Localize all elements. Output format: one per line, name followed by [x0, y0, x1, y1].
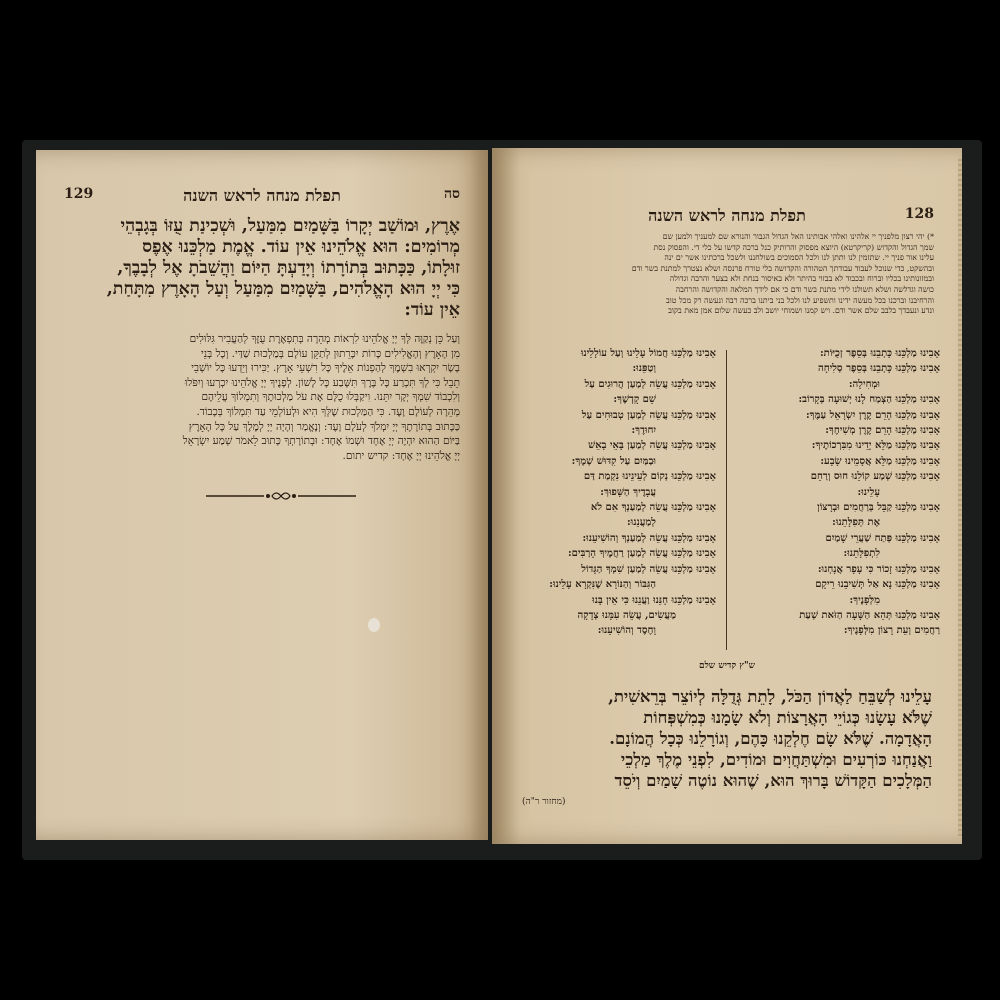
text-line: אָבִינוּ מַלְכֵּנוּ נָא אַל תְּשִׁיבֵנוּ רֵיקָם [815, 579, 940, 591]
text-line: וְעַל כֵּן נְקַוֶּה לְּךָ יְיָ אֱלֹהֵינוּ לִרְאוֹת מְהֵרָה בְּתִפְאֶרֶת עֻזֶּךָ לְהַעֲבִיר גִּלּוּלִים [189, 333, 460, 345]
text-line: ונדע ונעבדך בלבב שלם אשר ודם. ויש קמנו ושמוחי יושב ולב כעשה שלום אמן מאת בקוב [668, 306, 934, 316]
text-line: זוּלָתוֹ, כַּכָּתוּב בְּתוֹרָתוֹ וְיָדַעְתָּ הַיּוֹם וַהֲשֵׁבֹתָ אֶל לְבָבֶךָ, [117, 258, 460, 278]
text-line: ובמזונותינו בכליו וברוח ובכבוד לא בבזוי בהיתר ולא באיסור בנחת ולא בצער והרבה וגדולה [669, 274, 934, 284]
text-line: בַּיּוֹם הַהוּא יִהְיֶה יְיָ אֶחָד וּשְׁמוֹ אֶחָד: וּבְתוֹרָתְךָ כָּתוּב לֵאמֹר שְׁמַע יִשְׂרָאֵל [182, 435, 460, 448]
text-line: אָבִינוּ מַלְכֵּנוּ עֲשֵׂה לְמַעַנְךָ וְהוֹשִׁיעֵנוּ: [582, 532, 716, 544]
text-line: והרחיבנו וברכנו בכל מעשה ידינו ותשפיע לנו ולכל בני ביתנו ברכה רבה ונעשה רק מכל טוב [666, 295, 934, 305]
avinu-malkeinu-columns [514, 346, 940, 646]
text-line: אָבִינוּ מַלְכֵּנוּ כָּתְבֵנוּ בְּסֵפֶר זְכֻיּוֹת: [819, 348, 940, 359]
text-line: שמך הגדול והקדוש (קריקרטא) היוצא מפסוק והרותיק כנל ברכה קדשו על כלי די. והפסוק נסת [653, 242, 934, 252]
text-line: לִתְפִלָּתֵנוּ: [843, 548, 880, 560]
text-line: עֲבָדֶיךָ הַשָּׁפוּךְ: [600, 486, 656, 498]
text-line: כושה וגדלשה ושלא תשולנו לידי מתנת בשר ודם כי אם לידך המלאה והקדושה והרחבה [675, 284, 934, 294]
footnote-text [520, 232, 934, 317]
text-line: בָשָׂר יִקְרְאוּ בִשְׁמֶךָ לְהַפְנוֹת אֵלֶיךָ כָּל רִשְׁעֵי אָרֶץ. יַכִּירוּ וְיֵדְעוּ כָּל יוֹשְׁבֵי [191, 362, 460, 375]
text-line: תֵבֵל כִּי לְךָ תִּכְרַע כָּל בֶּרֶךְ תִּשָּׁבַע כָּל לָשׁוֹן. לְפָנֶיךָ יְיָ אֱלֹהֵינוּ יִכְרְעוּ וְיִפֹּלוּ [184, 376, 460, 389]
text-line: אָבִינוּ מַלְכֵּנוּ כָּתְבֵנוּ בְּסֵפֶר סְלִיחָה [817, 363, 940, 375]
left-page [36, 150, 488, 840]
paper-stain [368, 618, 380, 632]
text-line: אֶרֶץ, וּמוֹשַׁב יְקָרוֹ בַּשָּׁמַיִם מִמַּעַל, וּשְׁכִינַת עֻזּוֹ בְּגָבְהֵי [120, 216, 460, 236]
text-line: וְטַפֵּנוּ: [632, 363, 656, 375]
left-page-header [64, 186, 460, 210]
aleinu-text [518, 686, 932, 791]
text-line: אָבִינוּ מַלְכֵּנוּ עֲשֵׂה לְמַעַן הֲרוּגִים עַל [584, 378, 716, 390]
text-line: עָלֵינוּ לְשַׁבֵּחַ לַאֲדוֹן הַכֹּל, לָתֵת גְּדֻלָּה לְיוֹצֵר בְּרֵאשִׁית, [608, 687, 932, 706]
text-line: יְיָ אֱלֹהֵינוּ יְיָ אֶחָד: קדיש יתום. [342, 449, 460, 462]
column-left [514, 346, 716, 639]
text-line: וְלִכְבוֹד שִׁמְךָ יְקָר יִתֵּנוּ. וִיקַבְּלוּ כֻלָּם אֶת עֹל מַלְכוּתֶךָ וְתִמְלוֹךְ עֲלֵיהֶם [201, 391, 460, 404]
text-line: רַחֲמִים וְעֵת רָצוֹן מִלְּפָנֶיךָ: [843, 625, 940, 637]
right-page-title: תפלת מנחה לראש השנה [648, 206, 806, 225]
left-page-number: 129 [64, 186, 94, 202]
kaddish-caption: ש"ץ קדיש שלם [698, 661, 756, 671]
text-line: וַאֲנַחְנוּ כּוֹרְעִים וּמִשְׁתַּחֲוִים וּמוֹדִים, לִפְנֵי מֶלֶךְ מַלְכֵי [620, 750, 932, 769]
text-line: עָלֵינוּ: [857, 486, 880, 498]
column-right [738, 346, 940, 639]
text-line: אָבִינוּ מַלְכֵּנוּ עֲשֵׂה לְמַעַן רַחֲמֶיךָ הָרַבִּים: [567, 548, 716, 560]
left-main-text [64, 216, 460, 321]
text-line: אָבִינוּ מַלְכֵּנוּ זָכוֹר כִּי עָפָר אֲנָחְנוּ: [817, 563, 940, 575]
text-line: אָבִינוּ מַלְכֵּנוּ עֲשֵׂה לְמַעַנְךָ אִם לֹא [590, 502, 716, 514]
text-line: וָחֶסֶד וְהוֹשִׁיעֵנוּ: [597, 625, 656, 637]
text-line: אָבִינוּ מַלְכֵּנוּ תְּהֵא הַשָּׁעָה הַזֹּאת שְׁעַת [799, 609, 940, 621]
text-line: אָבִינוּ מַלְכֵּנוּ הַצְמַח לָנוּ יְשׁוּעָה בְּקָרוֹב: [798, 394, 940, 406]
text-line: מִלְּפָנֶיךָ: [849, 594, 880, 606]
text-line: מַעֲשִׂים, עֲשֵׂה עִמָּנוּ צְדָקָה [577, 609, 676, 621]
text-line: אָבִינוּ מַלְכֵּנוּ עֲשֵׂה לְמַעַן בָּאֵי בָאֵשׁ [588, 440, 716, 452]
text-line: וּבַמַּיִם עַל קִדּוּשׁ שְׁמֶךָ: [571, 455, 656, 467]
text-line: וּמְחִילָה: [848, 378, 880, 390]
text-line: מְהֵרָה לְעוֹלָם וָעֶד. כִּי הַמַּלְכוּת שֶׁלְּךָ הִיא וּלְעוֹלְמֵי עַד תִּמְלוֹךְ בְּכָבוֹד. [196, 405, 460, 418]
ornament-divider [206, 490, 356, 502]
page-edges [958, 156, 962, 836]
text-line: אָבִינוּ מַלְכֵּנוּ חָנֵּנוּ וַעֲנֵנוּ כִּי אֵין בָּנוּ [592, 594, 716, 606]
text-line: אֵין עוֹד: [404, 300, 460, 320]
right-page-number: 128 [904, 206, 934, 222]
text-line: כִּי יְיָ הוּא הָאֱלֹהִים, בַּשָּׁמַיִם מִמַּעַל וְעַל הָאָרֶץ מִתָּחַת, [106, 279, 460, 299]
text-line: אָבִינוּ מַלְכֵּנוּ מַלֵּא יָדֵינוּ מִבִּרְכוֹתֶיךָ: [811, 440, 940, 452]
text-line: אָבִינוּ מַלְכֵּנוּ עֲשֵׂה לְמַעַן טְבוּחִים עַל [581, 409, 716, 421]
text-line: ובהשקט, כדי שנוכל לעבוד עבודתך הטהורה והקדושה בלי טורח פרנסה ושלא נצטרך למתנת בשר ודם [631, 263, 934, 273]
column-divider [726, 350, 727, 650]
text-line: אָבִינוּ מַלְכֵּנוּ קַבֵּל בְּרַחֲמִים וּבְרָצוֹן [817, 502, 940, 514]
text-line: אָבִינוּ מַלְכֵּנוּ הָרֵם קֶרֶן יִשְׂרָאֵל עַמֶּךָ: [805, 409, 940, 421]
text-line: הַמְּלָכִים הַקָּדוֹשׁ בָּרוּךְ הוּא, שֶׁהוּא נוֹטֶה שָׁמַיִם וְיֹסֵד [614, 771, 932, 790]
text-line: אָבִינוּ מַלְכֵּנוּ פְּתַח שַׁעֲרֵי שָׁמַיִם [825, 532, 940, 544]
left-page-hebrew-number: סה [443, 186, 460, 202]
text-line: הַגִּבּוֹר וְהַנּוֹרָא שֶׁנִּקְרָא עָלֵינוּ: [549, 579, 656, 591]
text-line: מְרוֹמִים: הוּא אֱלֹהֵינוּ אֵין עוֹד. אֱמֶת מַלְכֵּנוּ אֶפֶס [142, 237, 460, 257]
left-page-title: תפלת מנחה לראש השנה [183, 186, 341, 205]
page-footer: (מחזור ר"ה) [522, 797, 566, 807]
text-line: אֶת תְּפִלָּתֵנוּ: [832, 517, 880, 529]
text-line: אָבִינוּ מַלְכֵּנוּ הָרֵם קֶרֶן מְשִׁיחֶךָ: [825, 425, 940, 437]
right-page [492, 148, 962, 844]
left-prayer-text [64, 332, 460, 463]
text-line: אָבִינוּ מַלְכֵּנוּ נְקוֹם לְעֵינֵינוּ נִקְמַת דַּם [583, 471, 716, 483]
text-line: שֶׁלֹּא עָשָׂנוּ כְּגוֹיֵי הָאֲרָצוֹת וְלֹא שָׂמָנוּ כְּמִשְׁפְּחוֹת [643, 708, 932, 727]
text-line: מִן הָאָרֶץ וְהָאֱלִילִים כָּרוֹת יִכָּרֵתוּן לְתַקֵּן עוֹלָם בְּמַלְכוּת שַׁדַּי. וְכָל בְּנֵי [201, 347, 460, 360]
right-page-header [520, 206, 934, 230]
text-line: לְמַעֲנֵנוּ: [626, 517, 656, 529]
text-line: אָבִינוּ מַלְכֵּנוּ עֲשֵׂה לְמַעַן שִׁמְךָ הַגָּדוֹל [581, 563, 716, 575]
text-line: אָבִינוּ מַלְכֵּנוּ חֲמוֹל עָלֵינוּ וְעַל עוֹלָלֵינוּ [580, 348, 716, 359]
text-line: עלינו אור פניך יי. שתזמין לנו ותתן לנו ולכל הסמוכים בשולחננו ולשכל ברכתינו אשר ים ינה [664, 253, 934, 263]
text-line: שֵׁם קָדְשֶׁךָ: [613, 394, 656, 406]
text-line: כַּכָּתוּב בְּתוֹרָתֶךָ יְיָ יִמְלֹךְ לְעֹלָם וָעֶד: וְנֶאֱמַר וְהָיָה יְיָ לְמֶלֶךְ עַל כָּל הָאָרֶץ [188, 420, 460, 433]
text-line: הָאֲדָמָה. שֶׁלֹּא שָׂם חֶלְקֵנוּ כָּהֶם, וְגוֹרָלֵנוּ כְּכָל הֲמוֹנָם. [609, 729, 932, 748]
text-line: *) יהי רצון מלפניך יי אלהינו ואלהי אבותינו האל הגדול הגבור והנורא שם למעניך ולמען שם [662, 232, 934, 241]
text-line: אָבִינוּ מַלְכֵּנוּ מַלֵּא אֲסָמֵינוּ שָׂבָע: [820, 455, 940, 467]
text-line: יִחוּדֶךָ: [631, 425, 656, 437]
text-line: אָבִינוּ מַלְכֵּנוּ שְׁמַע קוֹלֵנוּ חוּס וְרַחֵם [810, 471, 940, 483]
